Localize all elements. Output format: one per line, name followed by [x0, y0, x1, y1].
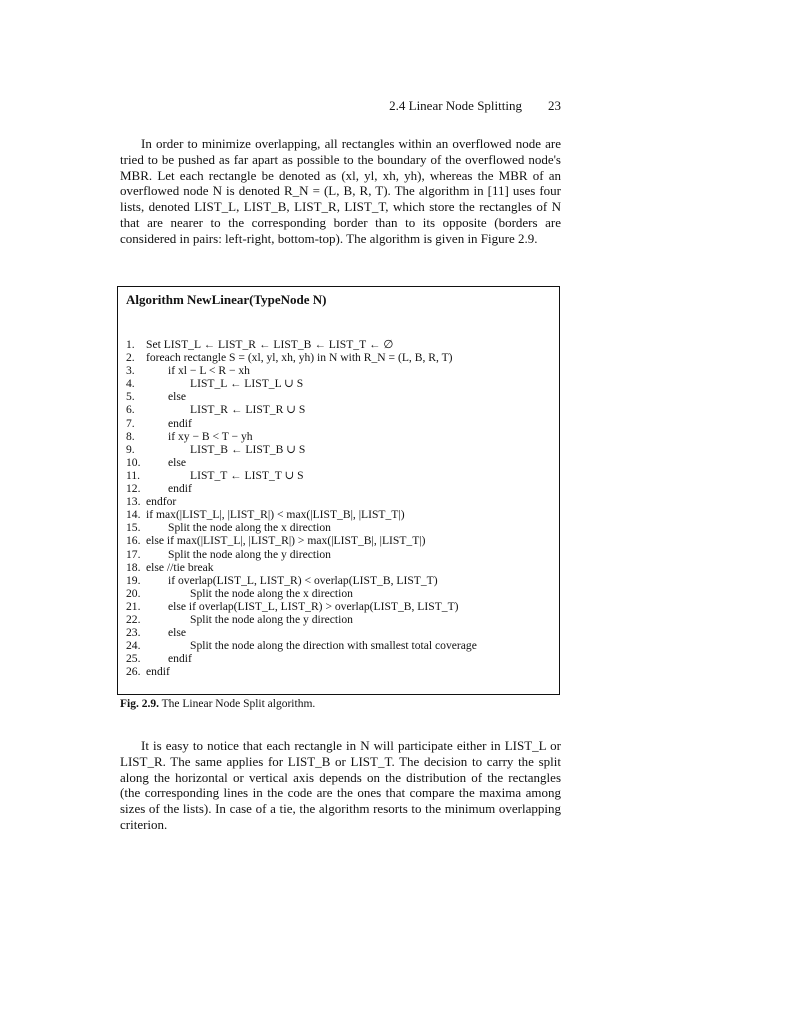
algorithm-line	[118, 364, 559, 377]
line-code: Split the node along the x direction	[190, 586, 353, 600]
algorithm-line	[118, 600, 559, 613]
algorithm-line	[118, 482, 559, 495]
line-code: else if max(|LIST_L|, |LIST_R|) > max(|LIST_B|, |LIST_T|)	[146, 534, 426, 548]
line-code: endif	[168, 652, 192, 666]
line-code: else	[168, 390, 187, 404]
line-code: else	[168, 626, 187, 640]
line-number: 12.	[126, 482, 141, 496]
algorithm-line	[118, 443, 559, 456]
line-code: Split the node along the y direction	[190, 612, 353, 626]
line-number: 8.	[126, 429, 135, 443]
algorithm-line	[118, 417, 559, 430]
line-code: endif	[168, 482, 192, 496]
line-number: 10.	[126, 455, 141, 469]
algorithm-line	[118, 430, 559, 443]
algorithm-line	[118, 469, 559, 482]
algorithm-line	[118, 377, 559, 390]
line-number: 16.	[126, 534, 141, 548]
algorithm-line	[118, 508, 559, 521]
algorithm-line	[118, 390, 559, 403]
line-number: 26.	[126, 665, 141, 679]
running-header	[120, 98, 561, 114]
algorithm-box	[117, 286, 560, 695]
line-number: 11.	[126, 468, 141, 482]
line-number: 1.	[126, 338, 135, 351]
line-number: 5.	[126, 390, 135, 404]
line-number: 3.	[126, 364, 135, 378]
line-code: if max(|LIST_L|, |LIST_R|) < max(|LIST_B|, |LIST_T|)	[146, 508, 405, 522]
line-code: endfor	[146, 495, 177, 509]
algorithm-line	[118, 521, 559, 534]
line-code: LIST_L ← LIST_L ∪ S	[190, 377, 304, 391]
line-number: 7.	[126, 416, 135, 430]
line-number: 14.	[126, 508, 141, 522]
algorithm-line	[118, 456, 559, 469]
line-code: LIST_B ← LIST_B ∪ S	[190, 442, 306, 456]
line-number: 9.	[126, 442, 135, 456]
line-code: endif	[146, 665, 170, 679]
line-number: 21.	[126, 599, 141, 613]
line-number: 25.	[126, 652, 141, 666]
line-code: Split the node along the direction with smallest total coverage	[190, 639, 477, 653]
line-code: Split the node along the x direction	[168, 521, 331, 535]
line-code: if xl − L < R − xh	[168, 364, 250, 378]
algorithm-line	[118, 626, 559, 639]
line-code: if xy − B < T − yh	[168, 429, 253, 443]
line-number: 20.	[126, 586, 141, 600]
line-number: 19.	[126, 573, 141, 587]
line-code: Split the node along the y direction	[168, 547, 331, 561]
line-number: 24.	[126, 639, 141, 653]
algorithm-line	[118, 548, 559, 561]
algorithm-line	[118, 613, 559, 626]
algorithm-line	[118, 665, 559, 678]
figure-label: Fig. 2.9.	[120, 698, 159, 710]
figure-caption	[120, 698, 315, 710]
line-number: 15.	[126, 521, 141, 535]
line-number: 22.	[126, 612, 141, 626]
line-code: else //tie break	[146, 560, 214, 574]
algorithm-title: Algorithm NewLinear(TypeNode N)	[126, 292, 327, 307]
algorithm-line	[118, 587, 559, 600]
line-number: 17.	[126, 547, 141, 561]
algorithm-line	[118, 351, 559, 364]
line-code: Set LIST_L ← LIST_R ← LIST_B ← LIST_T ← ∅	[146, 338, 394, 351]
line-code: endif	[168, 416, 192, 430]
line-code: LIST_T ← LIST_T ∪ S	[190, 468, 304, 482]
line-number: 2.	[126, 351, 135, 365]
algorithm-line	[118, 495, 559, 508]
line-number: 23.	[126, 626, 141, 640]
line-code: if overlap(LIST_L, LIST_R) < overlap(LIST_B, LIST_T)	[168, 573, 438, 587]
page-number: 23	[548, 98, 561, 113]
algorithm-line	[118, 639, 559, 652]
algorithm-line	[118, 574, 559, 587]
line-number: 6.	[126, 403, 135, 417]
algorithm-line	[118, 403, 559, 416]
line-number: 4.	[126, 377, 135, 391]
line-code: else if overlap(LIST_L, LIST_R) > overlap(LIST_B, LIST_T)	[168, 599, 459, 613]
algorithm-line	[118, 652, 559, 665]
line-number: 18.	[126, 560, 141, 574]
algorithm-line	[118, 338, 559, 351]
line-code: foreach rectangle S = (xl, yl, xh, yh) in N with R_N = (L, B, R, T)	[146, 351, 453, 365]
line-code: LIST_R ← LIST_R ∪ S	[190, 403, 306, 417]
discussion-paragraph: It is easy to notice that each rectangle in N will participate either in LIST_L or LIST_R. The same applies for LIST_B or LIST_T. The decision to carry the split along the horizontal or vertical axis depends on the distribution of the rectangles (the corresponding lines in the code are the ones that compare the maxima among sizes of the lists). In case of a tie, the algorithm resorts to the minimum overlapping criterion.	[120, 738, 561, 832]
algorithm-lines	[118, 338, 559, 678]
line-number: 13.	[126, 495, 141, 509]
figure-caption-text: The Linear Node Split algorithm.	[161, 698, 316, 710]
algorithm-line	[118, 534, 559, 547]
algorithm-line	[118, 561, 559, 574]
section-title: 2.4 Linear Node Splitting	[389, 98, 522, 113]
line-code: else	[168, 455, 187, 469]
intro-paragraph: In order to minimize overlapping, all rectangles within an overflowed node are tried to be pushed as far apart as possible to the boundary of the overflowed node's MBR. Let each rectangle be denoted as (xl, yl, xh, yh), whereas the MBR of an overflowed node N is denoted R_N = (L, B, R, T). The algorithm in [11] uses four lists, denoted LIST_L, LIST_B, LIST_R, LIST_T, which store the rectangles of N that are nearer to the corresponding border than to its opposite (borders are considered in pairs: left-right, bottom-top). The algorithm is given in Figure 2.9.	[120, 136, 561, 246]
